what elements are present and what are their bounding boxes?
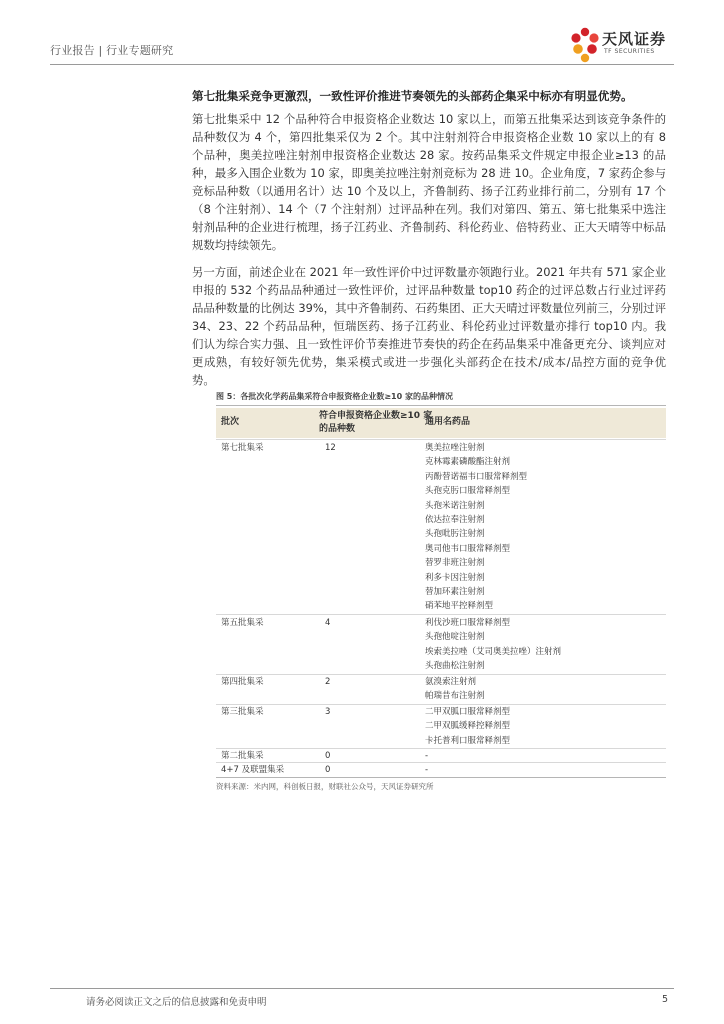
cell-batch: 第二批集采 (221, 751, 264, 761)
list-item: 利伐沙班口服常释剂型 (425, 618, 511, 628)
footer-disclaimer: 请务必阅读正文之后的信息披露和免责申明 (86, 997, 267, 1008)
cell-batch: 第三批集采 (221, 707, 264, 717)
table-header (216, 408, 666, 438)
list-item: 头孢曲松注射剂 (425, 661, 485, 672)
logo-english-name: TF SECURITIES (604, 48, 655, 55)
cell-count: 0 (325, 765, 331, 775)
row-divider (216, 439, 666, 440)
list-item: 头孢米诺注射剂 (425, 500, 485, 511)
footer-divider (50, 988, 674, 989)
figure-title: 图 5：各批次化学药品集采符合申报资格企业数≥10 家的品种情况 (216, 392, 453, 401)
cell-drug-list (425, 441, 527, 614)
cell-batch: 4+7 及联盟集采 (221, 765, 285, 775)
list-item: 二甲双胍口服常释剂型 (425, 707, 511, 717)
cell-drug-list: - (425, 751, 429, 761)
logo-name: 天风证券 (602, 30, 667, 48)
cell-count: 12 (325, 443, 336, 453)
list-item: 头孢克肟口服常释剂型 (425, 486, 511, 497)
row-divider (216, 614, 666, 615)
page-number: 5 (661, 994, 668, 1005)
figure-top-rule (216, 405, 666, 406)
list-item: 奥美拉唑注射剂 (425, 443, 485, 453)
cell-batch: 第七批集采 (221, 443, 264, 453)
list-item: 奥司他韦口服常释剂型 (425, 543, 511, 554)
list-item: 利多卡因注射剂 (425, 572, 485, 583)
cell-count: 0 (325, 751, 331, 761)
column-header-drugs: 通用名药品 (425, 417, 471, 427)
list-item: 硝苯地平控释剂型 (425, 601, 494, 612)
cell-drug-list (425, 705, 510, 748)
logo (568, 24, 678, 64)
cell-count: 2 (325, 677, 331, 687)
cell-count: 4 (325, 618, 331, 628)
list-item: 头孢他啶注射剂 (425, 632, 485, 643)
list-item: 卡托普利口服常释剂型 (425, 735, 511, 746)
cell-batch: 第五批集采 (221, 618, 264, 628)
list-item: 替罗非班注射剂 (425, 558, 485, 569)
cell-batch: 第四批集采 (221, 677, 264, 687)
cell-drug-list (425, 675, 485, 704)
column-header-count: 符合申报资格企业数≥10 家的品种数 (319, 411, 433, 434)
cell-drug-list: - (425, 765, 429, 775)
cell-count: 3 (325, 707, 331, 717)
list-item: 替加环素注射剂 (425, 587, 485, 598)
report-category: 行业报告 | 行业专题研究 (50, 44, 174, 57)
header-divider (50, 64, 674, 65)
paragraph-1: 第七批集采中 12 个品种符合申报资格企业数达 10 家以上，而第五批集采达到该竞争条件的品种数仅为 4 个，第四批集采仅为 2 个。其中注射剂符合申报资格企业数 10 家以上的有 8 个品种，奥美拉唑注射剂申报资格企业数达 28 家。按药品集采文件规定申报企业≥13 的品种，最多入围企业数为 10 家，即奥美拉唑注射剂竞标为 28 进 10。企业角度，7 家药企参与竞标品种数（以通用名计）达 10 个及以上，齐鲁制药、扬子江药业排行前二，分别有 17 个（8 个注射剂）、14 个（7 个注射剂）过评品种在列。我们对第四、第五、第七批集采中选注射剂品种的企业进行梳理，扬子江药业、齐鲁制药、科伦药业、倍特药业、正大天晴等中标品规数均持续领先。 (192, 112, 666, 252)
list-item: 氨溴索注射剂 (425, 677, 477, 687)
list-item: 二甲双胍缓释控释剂型 (425, 721, 511, 732)
figure-bottom-rule (216, 777, 666, 778)
list-item: 头孢吡肟注射剂 (425, 529, 485, 540)
list-item: 克林霉素磷酸酯注射剂 (425, 457, 511, 468)
column-header-batch: 批次 (221, 417, 240, 427)
figure-source: 资料来源：米内网，科创板日报，财联社公众号，天风证券研究所 (216, 782, 434, 791)
list-item: 依达拉奉注射剂 (425, 515, 485, 526)
section-heading: 第七批集采竞争更激烈，一致性评价推进节奏领先的头部药企集采中标亦有明显优势。 (192, 89, 633, 103)
list-item: 帕瑞昔布注射剂 (425, 691, 485, 702)
list-item: 丙酚替诺福韦口服常释剂型 (425, 471, 528, 482)
logo-petal-icon (568, 24, 602, 64)
row-divider (216, 748, 666, 749)
paragraph-2: 另一方面，前述企业在 2021 年一致性评价中过评数量亦领跑行业。2021 年共有 571 家企业申报的 532 个药品品种通过一致性评价，过评品种数量 top10 药企的过评总数占行业过评药品品种数量的比例达 39%，其中齐鲁制药、石药集团、正大天晴过评数量位列前三，分别过评 34、23、22 个药品品种，恒瑞医药、扬子江药业、科伦药业过评数量亦排行 top10 内。我们认为综合实力强、且一致性评价节奏推进节奏快的药企在药品集采中准备更充分、谈判应对更成熟，有较好领先优势，集采模式或进一步强化头部药企在技术/成本/品控方面的竞争优势。 (192, 265, 666, 387)
list-item: 埃索美拉唑（艾司奥美拉唑）注射剂 (425, 646, 562, 657)
cell-drug-list (425, 616, 561, 674)
